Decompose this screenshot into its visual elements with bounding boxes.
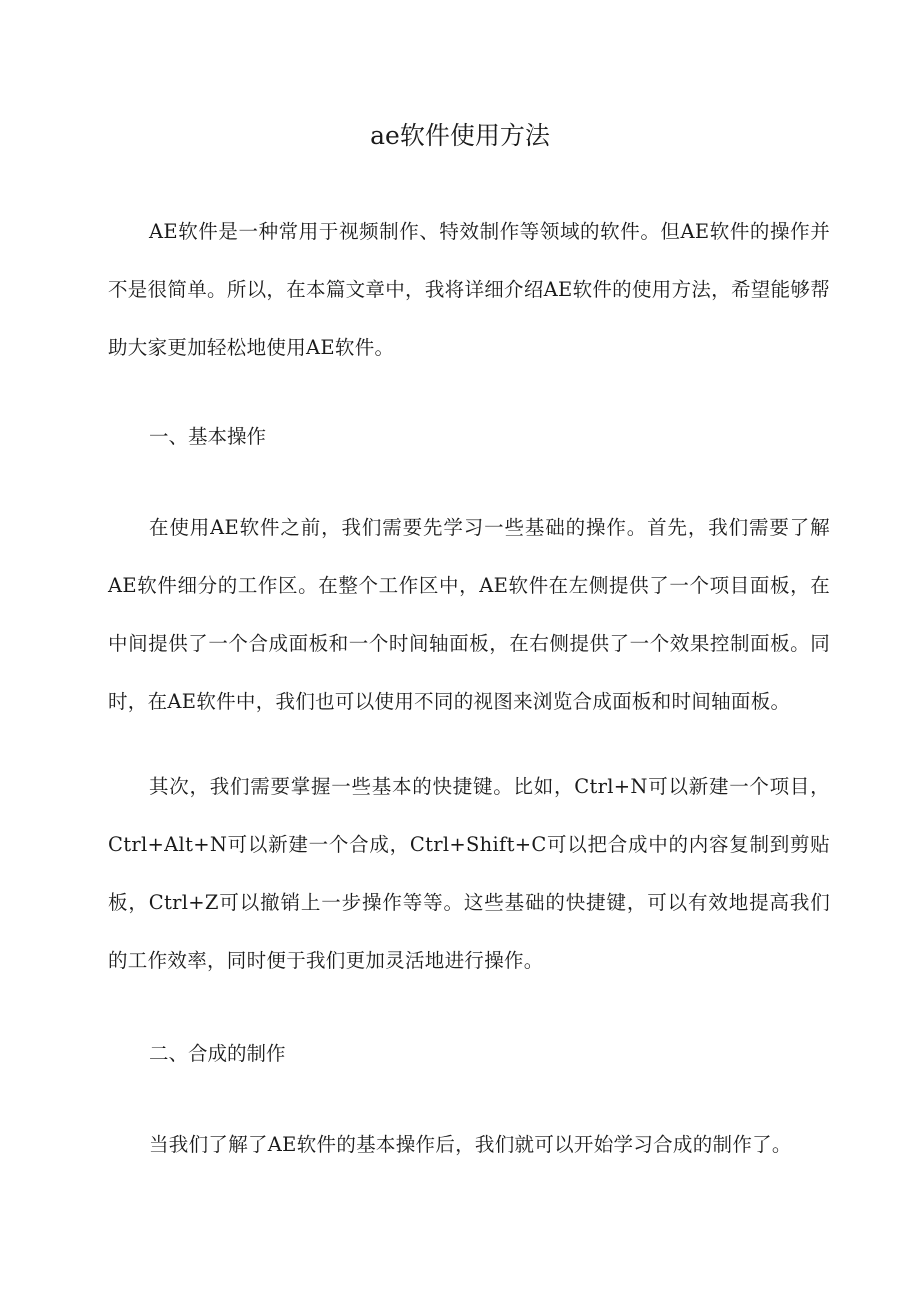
- section-1-heading: 一、基本操作: [149, 425, 267, 448]
- section-2-paragraph-1: 当我们了解了AE软件的基本操作后，我们就可以开始学习合成的制作了。: [149, 1133, 792, 1156]
- section-1-paragraph-2: 其次，我们需要掌握一些基本的快捷键。比如，Ctrl+N可以新建一个项目，Ctrl+Alt+N可以新建一个合成，Ctrl+Shift+C可以把合成中的内容复制到剪贴板，Ctrl+Z可以撤销上一步操作等等。这些基础的快捷键，可以有效地提高我们的工作效率，同时便于我们更加灵活地进行操作。: [108, 775, 830, 972]
- document-title: ae软件使用方法: [370, 121, 550, 150]
- section-1-paragraph-1: 在使用AE软件之前，我们需要先学习一些基础的操作。首先，我们需要了解AE软件细分的工作区。在整个工作区中，AE软件在左侧提供了一个项目面板，在中间提供了一个合成面板和一个时间轴面板，在右侧提供了一个效果控制面板。同时，在AE软件中，我们也可以使用不同的视图来浏览合成面板和时间轴面板。: [108, 516, 830, 713]
- section-2-heading: 二、合成的制作: [149, 1042, 286, 1065]
- intro-paragraph: AE软件是一种常用于视频制作、特效制作等领域的软件。但AE软件的操作并不是很简单。所以，在本篇文章中，我将详细介绍AE软件的使用方法，希望能够帮助大家更加轻松地使用AE软件。: [108, 220, 830, 359]
